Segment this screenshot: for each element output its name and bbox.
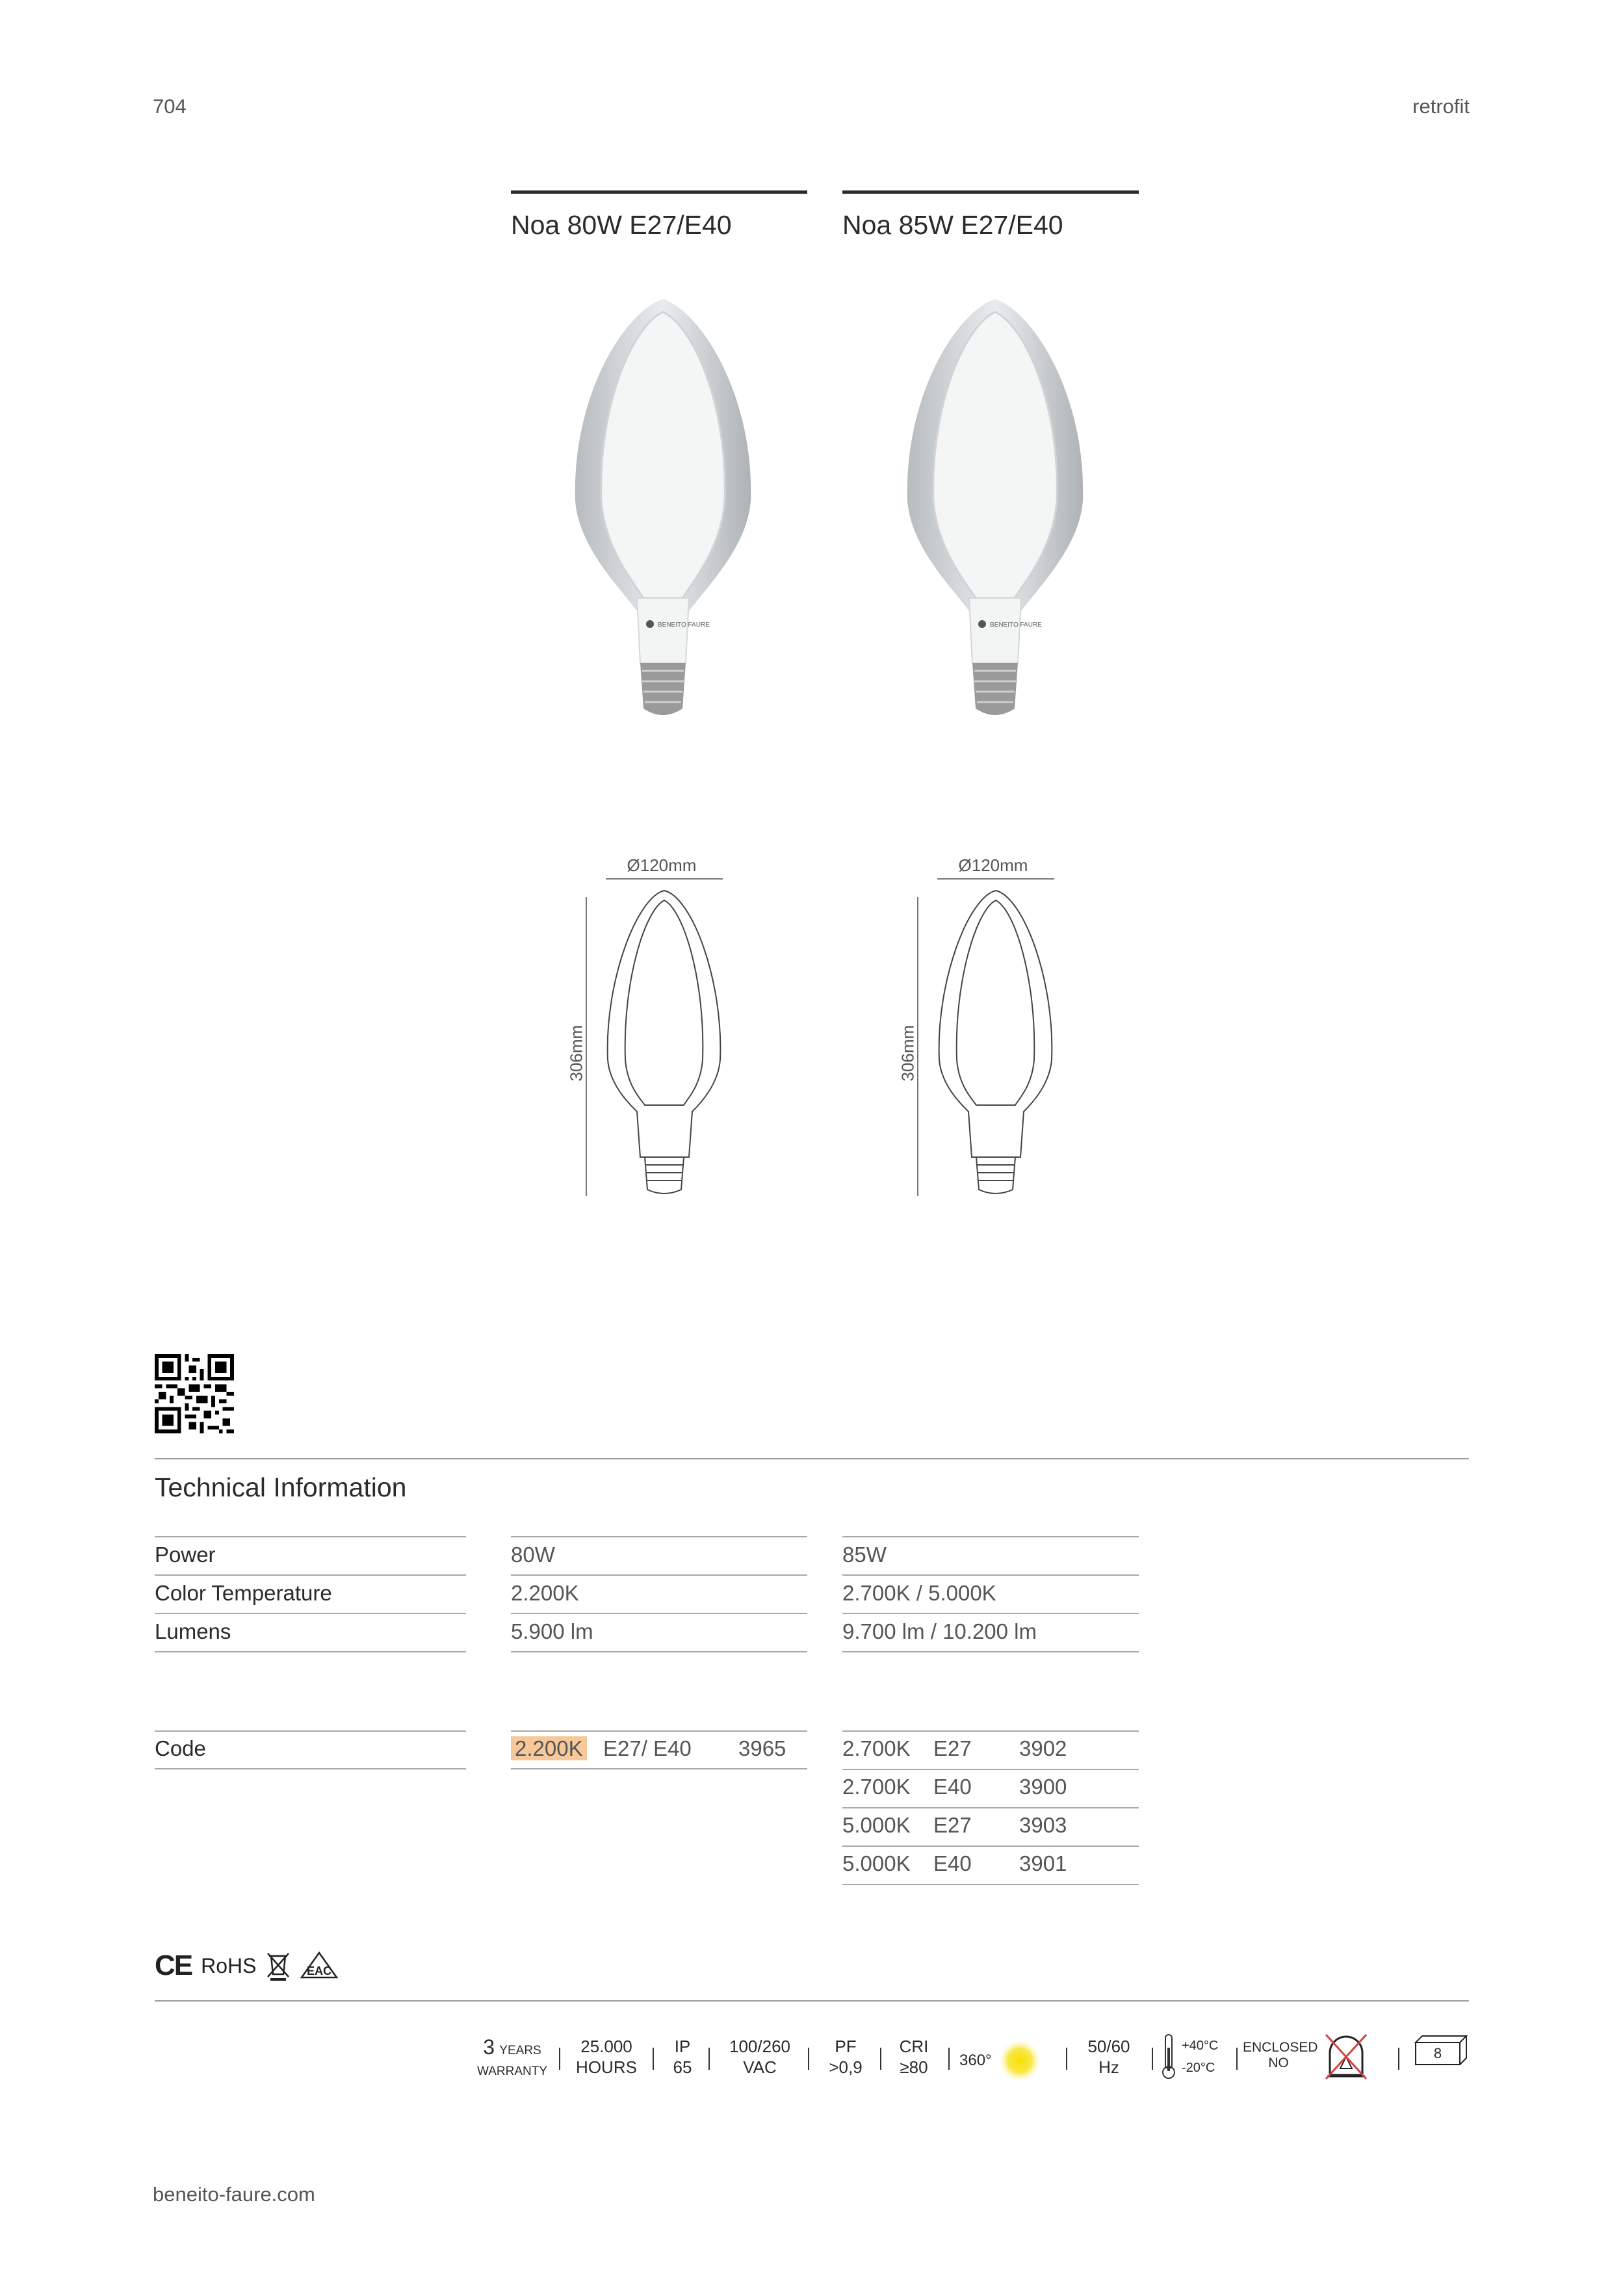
code-temp: 2.700K	[842, 1736, 911, 1760]
spec-value: 9.700 lm / 10.200 lm	[842, 1619, 1037, 1643]
page-number: 704	[153, 95, 187, 118]
product-photo-1	[559, 286, 767, 728]
code1-base: E27/ E40	[603, 1736, 692, 1760]
code-rule	[842, 1807, 1139, 1808]
code-temp: 5.000K	[842, 1813, 911, 1837]
product-title-1: Noa 80W E27/E40	[511, 210, 732, 240]
code-rule-top	[155, 1730, 466, 1732]
beam-angle-value: 360°	[959, 2052, 992, 2069]
spec-rule	[155, 1574, 466, 1576]
weee-bin-icon	[265, 1951, 291, 1981]
voltage-badge: 100/260 VAC	[729, 2037, 790, 2077]
enclosed-fixture-crossed-icon	[1323, 2032, 1369, 2081]
product-rule-2	[842, 190, 1139, 194]
separator	[1398, 2048, 1399, 2070]
diameter-label-1: Ø120mm	[627, 855, 697, 875]
bulb-brand-2: BENEITO FAURE	[990, 621, 1042, 629]
spec-rule	[155, 1536, 466, 1537]
spec-label: Lumens	[155, 1619, 231, 1643]
separator	[1236, 2048, 1238, 2070]
code1-rule-top	[511, 1730, 807, 1732]
power-factor-badge: PF >0,9	[829, 2037, 863, 2077]
spec-rule	[842, 1613, 1139, 1614]
code-base: E27	[933, 1813, 972, 1837]
section-title: Technical Information	[155, 1472, 407, 1502]
spec-rule	[842, 1574, 1139, 1576]
code-rule	[842, 1730, 1139, 1732]
code-rule	[842, 1884, 1139, 1885]
spec-value: 80W	[511, 1543, 555, 1567]
spec-value: 85W	[842, 1543, 887, 1567]
code-code: 3903	[1019, 1813, 1067, 1837]
code1-code: 3965	[738, 1736, 786, 1760]
spec-rule	[511, 1536, 807, 1537]
section-divider	[155, 1458, 1469, 1459]
spec-value: 5.900 lm	[511, 1619, 593, 1643]
category-label: retrofit	[1412, 95, 1470, 118]
technical-drawing-2	[903, 871, 1066, 1209]
code-temp: 5.000K	[842, 1851, 911, 1875]
separator	[948, 2048, 950, 2070]
product-rule-1	[511, 190, 807, 194]
spec-label: Power	[155, 1543, 216, 1567]
cri-badge: CRI ≥80	[899, 2037, 929, 2077]
code-base: E40	[933, 1775, 972, 1799]
hours-badge: 25.000 HOURS	[576, 2037, 637, 2077]
temp-min: -20°C	[1182, 2061, 1215, 2075]
enclosed-badge: ENCLOSED NO	[1243, 2040, 1318, 2070]
separator	[808, 2048, 809, 2070]
product-photo-2	[891, 286, 1099, 728]
spec-value: 2.200K	[511, 1581, 579, 1605]
code-temp: 2.700K	[842, 1775, 911, 1799]
spec-rule	[511, 1574, 807, 1576]
footer-url[interactable]: beneito-faure.com	[153, 2183, 315, 2206]
temp-max: +40°C	[1182, 2039, 1219, 2053]
code-base: E27	[933, 1736, 972, 1760]
code-rule-bottom	[155, 1768, 466, 1769]
spec-rule	[511, 1651, 807, 1652]
spec-rule	[842, 1536, 1139, 1537]
sun-glow-icon	[997, 2038, 1043, 2083]
warranty-badge: 3 YEARS WARRANTY	[476, 2035, 548, 2078]
code1-rule-bottom	[511, 1768, 807, 1769]
separator	[1152, 2048, 1153, 2070]
certification-row	[155, 1950, 338, 1982]
ce-mark-icon: CE	[155, 1950, 192, 1981]
qr-code-icon[interactable]	[155, 1354, 234, 1433]
diameter-label-2: Ø120mm	[958, 855, 1028, 875]
spec-label: Color Temperature	[155, 1581, 332, 1605]
code-base: E40	[933, 1851, 972, 1875]
spec-value: 2.700K / 5.000K	[842, 1581, 996, 1605]
separator	[708, 2048, 710, 2070]
height-label-2: 306mm	[898, 1024, 918, 1082]
spec-rule	[842, 1651, 1139, 1652]
product-title-2: Noa 85W E27/E40	[842, 210, 1063, 240]
technical-drawing-1	[572, 871, 734, 1209]
spec-rule	[155, 1651, 466, 1652]
separator	[653, 2048, 654, 2070]
package-count: 8	[1433, 2045, 1442, 2061]
code-rule	[842, 1769, 1139, 1770]
eac-mark-icon	[300, 1951, 338, 1980]
rohs-mark: RoHS	[201, 1953, 257, 1977]
icons-divider	[155, 2000, 1469, 2002]
code-label: Code	[155, 1736, 206, 1760]
thermometer-icon	[1161, 2033, 1176, 2080]
code-code: 3901	[1019, 1851, 1067, 1875]
beam-angle-badge	[959, 2038, 1043, 2083]
ip-rating-badge: IP 65	[673, 2037, 692, 2077]
code1-temp: 2.200K	[511, 1736, 587, 1761]
separator	[1066, 2048, 1067, 2070]
frequency-badge: 50/60 Hz	[1087, 2037, 1130, 2077]
bulb-brand-1: BENEITO FAURE	[658, 621, 710, 629]
separator	[880, 2048, 881, 2070]
height-label-1: 306mm	[566, 1024, 586, 1082]
separator	[559, 2048, 560, 2070]
spec-rule	[511, 1613, 807, 1614]
svg-text:EAC: EAC	[307, 1964, 332, 1977]
code-code: 3902	[1019, 1736, 1067, 1760]
spec-rule	[155, 1613, 466, 1614]
code-rule	[842, 1846, 1139, 1847]
temperature-range-badge	[1161, 2033, 1218, 2080]
code-code: 3900	[1019, 1775, 1067, 1799]
